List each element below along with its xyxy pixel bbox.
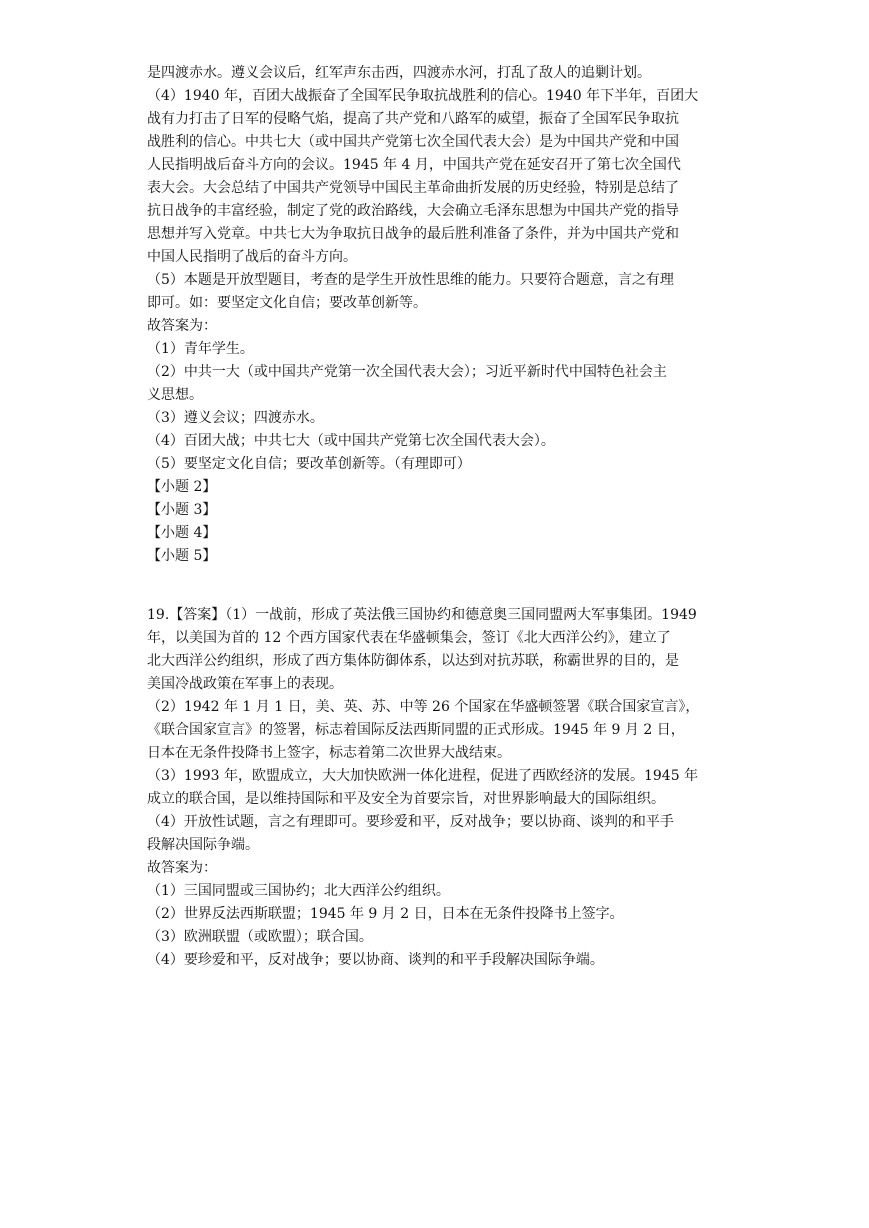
text-line: 思想并写入党章。中共七大为争取抗日战争的最后胜利准备了条件，并为中国共产党和 — [147, 226, 679, 242]
text-line: （1）三国同盟或三国协约；北大西洋公约组织。 — [147, 883, 450, 899]
text-line: 抗日战争的丰富经验，制定了党的政治路线，大会确立毛泽东思想为中国共产党的指导 — [147, 203, 679, 219]
text-line: 表大会。大会总结了中国共产党领导中国民主革命曲折发展的历史经验，特别是总结了 — [147, 180, 679, 196]
text-line: 成立的联合国，是以维持国际和平及安全为首要宗旨，对世界影响最大的国际组织。 — [147, 791, 665, 807]
sub-question-label: 【小题 4】 — [147, 525, 217, 541]
text-line: 日本在无条件投降书上签字，标志着第二次世界大战结束。 — [147, 745, 511, 761]
text-line: 中国人民指明了战后的奋斗方向。 — [147, 249, 357, 265]
text-line: 战有力打击了日军的侵略气焰，提高了共产党和八路军的威望，振奋了全国军民争取抗 — [147, 111, 679, 127]
sub-question-label: 【小题 5】 — [147, 548, 217, 564]
text-line: （5）本题是开放型题目，考查的是学生开放性思维的能力。只要符合题意，言之有理 — [147, 272, 674, 288]
text-line: （4）开放性试题，言之有理即可。要珍爱和平，反对战争；要以协商、谈判的和平手 — [147, 814, 674, 830]
answer-block-19 — [147, 604, 727, 972]
text-line: 美国冷战政策在军事上的表现。 — [147, 676, 343, 692]
text-line: 战胜利的信心。中共七大（或中国共产党第七次全国代表大会）是为中国共产党和中国 — [147, 134, 679, 150]
text-line: 年，以美国为首的 12 个西方国家代表在华盛顿集会，签订《北大西洋公约》，建立了 — [147, 630, 671, 646]
text-line: （2）1942 年 1 月 1 日，美、英、苏、中等 26 个国家在华盛顿签署《联合国家宣言》， — [147, 699, 700, 715]
question-answer-start: 19.【答案】（1）一战前，形成了英法俄三国协约和德意奥三国同盟两大军事集团。1949 — [147, 607, 697, 623]
text-line: 北大西洋公约组织，形成了西方集体防御体系，以达到对抗苏联，称霸世界的目的，是 — [147, 653, 679, 669]
text-line: 《联合国家宣言》的签署，标志着国际反法西斯同盟的正式形成。1945 年 9 月 2 日， — [147, 722, 685, 738]
text-line: 即可。如：要坚定文化自信；要改革创新等。 — [147, 295, 427, 311]
text-line: （1）青年学生。 — [147, 341, 254, 357]
text-line: （3）1993 年，欧盟成立，大大加快欧洲一体化进程，促进了西欧经济的发展。1945 年 — [147, 768, 699, 784]
text-line: （2）中共一大（或中国共产党第一次全国代表大会）；习近平新时代中国特色社会主 — [147, 364, 667, 380]
text-line: （5）要坚定文化自信；要改革创新等。（有理即可） — [147, 456, 471, 472]
text-line: 是四渡赤水。遵义会议后，红军声东击西，四渡赤水河，打乱了敌人的追剿计划。 — [147, 65, 651, 81]
text-line: （4）百团大战；中共七大（或中国共产党第七次全国代表大会）。 — [147, 433, 555, 449]
text-line: （3）遵义会议；四渡赤水。 — [147, 410, 324, 426]
document-page — [147, 62, 727, 972]
answer-block-18 — [147, 62, 727, 568]
text-line: （2）世界反法西斯联盟；1945 年 9 月 2 日，日本在无条件投降书上签字。 — [147, 906, 624, 922]
text-line: （4）1940 年，百团大战振奋了全国军民争取抗战胜利的信心。1940 年下半年，百团大 — [147, 88, 699, 104]
text-line: 人民指明战后奋斗方向的会议。1945 年 4 月，中国共产党在延安召开了第七次全国代 — [147, 157, 681, 173]
text-line: 义思想。 — [147, 387, 203, 403]
sub-question-label: 【小题 3】 — [147, 502, 217, 518]
section-gap — [147, 568, 727, 604]
answer-heading: 故答案为： — [147, 860, 217, 876]
text-line: 段解决国际争端。 — [147, 837, 259, 853]
text-line: （4）要珍爱和平，反对战争；要以协商、谈判的和平手段解决国际争端。 — [147, 952, 604, 968]
sub-question-label: 【小题 2】 — [147, 479, 217, 495]
answer-heading: 故答案为： — [147, 318, 217, 334]
text-line: （3）欧洲联盟（或欧盟）；联合国。 — [147, 929, 373, 945]
